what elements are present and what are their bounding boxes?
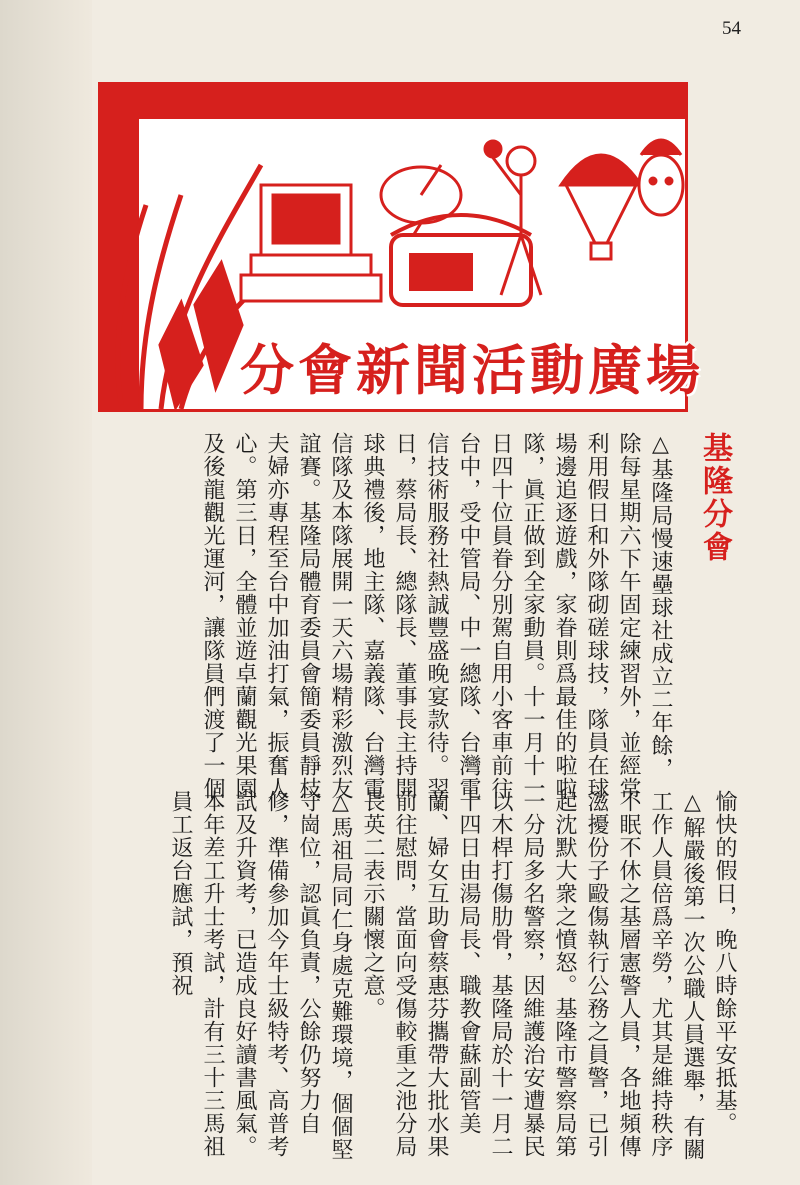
page-number: 54 bbox=[722, 18, 741, 39]
parachute-icon bbox=[561, 155, 641, 259]
opera-mask-icon bbox=[639, 140, 683, 215]
article-column-second bbox=[168, 790, 740, 1170]
banner-title: 分會新聞活動廣場 bbox=[240, 339, 704, 402]
section-title: 基隆分會 bbox=[697, 432, 732, 564]
paragraph: △解嚴後第一次公職人員選舉，有關工作人員倍爲辛勞，尤其是維持秩序不眠不休之基層憲警人員，各地頻傳滋擾份子毆傷執行公務之員警，已引起沈默大衆之憤怒。基隆市警察局第一分局多名警察，因維護治安遭暴民以木桿打傷肋骨，基隆局於十一月二十四日由湯局長、職教會蘇副管美蘭、婦女互助會蔡惠芬攜帶大批水果前往慰問，當面向受傷較重之池分局長英二表示關懷之意。 bbox=[360, 790, 705, 1161]
paragraph: 愉快的假日，晚八時餘平安抵基。 bbox=[712, 790, 737, 1135]
paragraph: △基隆局慢速壘球社成立二年餘，除每星期六下午固定練習外，並經常利用假日和外隊砌磋球技，隊員在球場邊追逐遊戲，家眷則爲最佳的啦啦隊，眞正做到全家動員。十一月十一日四十位員眷分別駕自用小客車前往台中，受中管局、中一總隊、台灣電信技術服務社熱誠豐盛晚宴款待。翌日，蔡局長、總隊長、董事長主持開球典禮後，地主隊、嘉義隊、台灣電信隊及本隊展開一天六場精彩激烈友誼賽。基隆局體育委員會簡委員靜枝夫婦亦專程至台中加油打氣，振奮人心。第三日，全體並遊卓蘭觀光果園及後龍觀光運河，讓隊員們渡了一個 bbox=[200, 432, 673, 800]
paragraph: △馬祖局同仁身處克難環境，個個堅守崗位，認眞負責，公餘仍努力自修，準備參加今年士級特考、高普考試及升資考，已造成良好讀書風氣。本年差工升士考試，計有三十三馬祖員工返台應試，預祝 bbox=[168, 790, 353, 1161]
faded-previous-page bbox=[0, 0, 92, 1185]
article-column-first bbox=[140, 432, 676, 802]
telephone-icon bbox=[391, 215, 531, 305]
computer-icon bbox=[241, 185, 381, 301]
